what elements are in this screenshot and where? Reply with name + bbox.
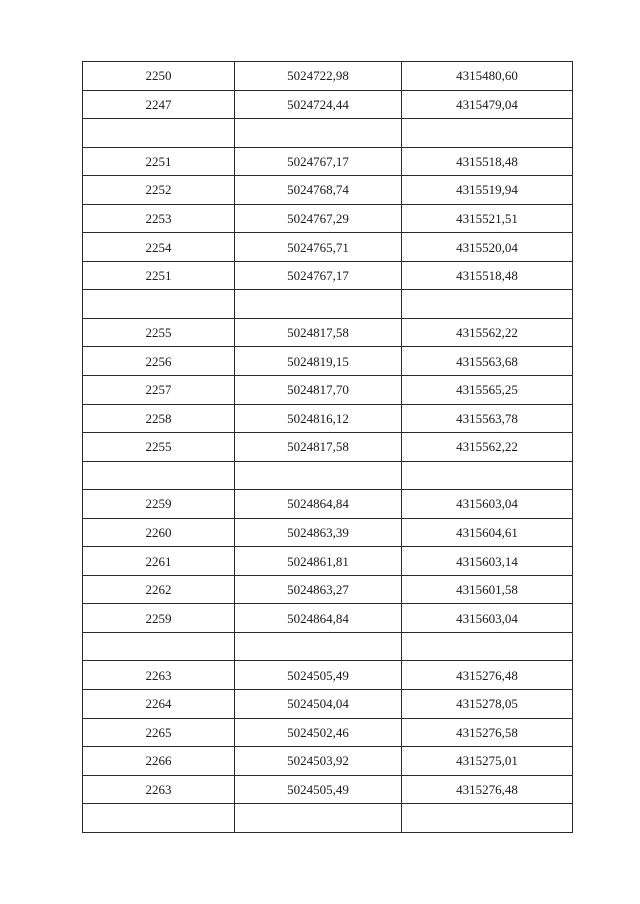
table-separator-row bbox=[83, 119, 573, 148]
point-number-cell bbox=[83, 290, 235, 319]
x-coordinate-cell: 5024765,71 bbox=[235, 233, 402, 262]
y-coordinate-cell: 4315276,58 bbox=[402, 718, 573, 747]
point-number-cell: 2260 bbox=[83, 518, 235, 547]
x-coordinate-cell: 5024502,46 bbox=[235, 718, 402, 747]
y-coordinate-cell: 4315601,58 bbox=[402, 575, 573, 604]
point-number-cell: 2257 bbox=[83, 376, 235, 405]
y-coordinate-cell: 4315278,05 bbox=[402, 690, 573, 719]
table-row bbox=[83, 775, 573, 804]
y-coordinate-cell: 4315521,51 bbox=[402, 204, 573, 233]
table-separator-row bbox=[83, 290, 573, 319]
table-row bbox=[83, 490, 573, 519]
point-number-cell: 2251 bbox=[83, 147, 235, 176]
x-coordinate-cell: 5024722,98 bbox=[235, 62, 402, 91]
table-row bbox=[83, 347, 573, 376]
y-coordinate-cell: 4315276,48 bbox=[402, 661, 573, 690]
x-coordinate-cell bbox=[235, 461, 402, 490]
table-row bbox=[83, 433, 573, 462]
y-coordinate-cell bbox=[402, 119, 573, 148]
x-coordinate-cell bbox=[235, 119, 402, 148]
x-coordinate-cell: 5024817,70 bbox=[235, 376, 402, 405]
table-separator-row bbox=[83, 461, 573, 490]
table-row bbox=[83, 318, 573, 347]
y-coordinate-cell: 4315479,04 bbox=[402, 90, 573, 119]
y-coordinate-cell: 4315604,61 bbox=[402, 518, 573, 547]
y-coordinate-cell bbox=[402, 804, 573, 833]
point-number-cell: 2263 bbox=[83, 661, 235, 690]
table-row bbox=[83, 690, 573, 719]
table-row bbox=[83, 547, 573, 576]
y-coordinate-cell bbox=[402, 632, 573, 661]
y-coordinate-cell: 4315562,22 bbox=[402, 433, 573, 462]
x-coordinate-cell: 5024864,84 bbox=[235, 604, 402, 633]
coordinates-table-body bbox=[83, 62, 573, 833]
y-coordinate-cell bbox=[402, 461, 573, 490]
x-coordinate-cell: 5024503,92 bbox=[235, 747, 402, 776]
point-number-cell bbox=[83, 632, 235, 661]
point-number-cell bbox=[83, 461, 235, 490]
table-row bbox=[83, 404, 573, 433]
y-coordinate-cell: 4315480,60 bbox=[402, 62, 573, 91]
table-row bbox=[83, 176, 573, 205]
table-row bbox=[83, 233, 573, 262]
x-coordinate-cell: 5024768,74 bbox=[235, 176, 402, 205]
table-row bbox=[83, 376, 573, 405]
table-separator-row bbox=[83, 632, 573, 661]
x-coordinate-cell: 5024724,44 bbox=[235, 90, 402, 119]
x-coordinate-cell: 5024863,27 bbox=[235, 575, 402, 604]
point-number-cell: 2250 bbox=[83, 62, 235, 91]
point-number-cell: 2251 bbox=[83, 261, 235, 290]
point-number-cell: 2262 bbox=[83, 575, 235, 604]
point-number-cell bbox=[83, 119, 235, 148]
point-number-cell: 2258 bbox=[83, 404, 235, 433]
point-number-cell: 2256 bbox=[83, 347, 235, 376]
y-coordinate-cell: 4315518,48 bbox=[402, 261, 573, 290]
x-coordinate-cell: 5024767,29 bbox=[235, 204, 402, 233]
x-coordinate-cell bbox=[235, 804, 402, 833]
x-coordinate-cell: 5024767,17 bbox=[235, 261, 402, 290]
point-number-cell: 2259 bbox=[83, 604, 235, 633]
y-coordinate-cell: 4315519,94 bbox=[402, 176, 573, 205]
point-number-cell: 2253 bbox=[83, 204, 235, 233]
x-coordinate-cell bbox=[235, 290, 402, 319]
x-coordinate-cell: 5024819,15 bbox=[235, 347, 402, 376]
table-row bbox=[83, 147, 573, 176]
point-number-cell: 2255 bbox=[83, 433, 235, 462]
point-number-cell: 2254 bbox=[83, 233, 235, 262]
table-row bbox=[83, 718, 573, 747]
table-row bbox=[83, 575, 573, 604]
table-row bbox=[83, 518, 573, 547]
x-coordinate-cell: 5024767,17 bbox=[235, 147, 402, 176]
table-row bbox=[83, 90, 573, 119]
point-number-cell: 2266 bbox=[83, 747, 235, 776]
y-coordinate-cell bbox=[402, 290, 573, 319]
point-number-cell: 2247 bbox=[83, 90, 235, 119]
y-coordinate-cell: 4315603,04 bbox=[402, 490, 573, 519]
x-coordinate-cell: 5024864,84 bbox=[235, 490, 402, 519]
table-row bbox=[83, 604, 573, 633]
point-number-cell: 2265 bbox=[83, 718, 235, 747]
coordinates-table bbox=[82, 61, 573, 833]
y-coordinate-cell: 4315276,48 bbox=[402, 775, 573, 804]
point-number-cell bbox=[83, 804, 235, 833]
x-coordinate-cell: 5024863,39 bbox=[235, 518, 402, 547]
point-number-cell: 2252 bbox=[83, 176, 235, 205]
y-coordinate-cell: 4315565,25 bbox=[402, 376, 573, 405]
y-coordinate-cell: 4315520,04 bbox=[402, 233, 573, 262]
point-number-cell: 2261 bbox=[83, 547, 235, 576]
table-row bbox=[83, 204, 573, 233]
table-row bbox=[83, 747, 573, 776]
x-coordinate-cell: 5024861,81 bbox=[235, 547, 402, 576]
y-coordinate-cell: 4315563,78 bbox=[402, 404, 573, 433]
table-row bbox=[83, 62, 573, 91]
x-coordinate-cell bbox=[235, 632, 402, 661]
table-row bbox=[83, 661, 573, 690]
x-coordinate-cell: 5024817,58 bbox=[235, 318, 402, 347]
table-row bbox=[83, 261, 573, 290]
y-coordinate-cell: 4315275,01 bbox=[402, 747, 573, 776]
point-number-cell: 2259 bbox=[83, 490, 235, 519]
table-separator-row bbox=[83, 804, 573, 833]
y-coordinate-cell: 4315562,22 bbox=[402, 318, 573, 347]
x-coordinate-cell: 5024505,49 bbox=[235, 661, 402, 690]
y-coordinate-cell: 4315563,68 bbox=[402, 347, 573, 376]
y-coordinate-cell: 4315603,14 bbox=[402, 547, 573, 576]
x-coordinate-cell: 5024816,12 bbox=[235, 404, 402, 433]
x-coordinate-cell: 5024504,04 bbox=[235, 690, 402, 719]
x-coordinate-cell: 5024817,58 bbox=[235, 433, 402, 462]
y-coordinate-cell: 4315518,48 bbox=[402, 147, 573, 176]
y-coordinate-cell: 4315603,04 bbox=[402, 604, 573, 633]
point-number-cell: 2255 bbox=[83, 318, 235, 347]
point-number-cell: 2263 bbox=[83, 775, 235, 804]
point-number-cell: 2264 bbox=[83, 690, 235, 719]
x-coordinate-cell: 5024505,49 bbox=[235, 775, 402, 804]
